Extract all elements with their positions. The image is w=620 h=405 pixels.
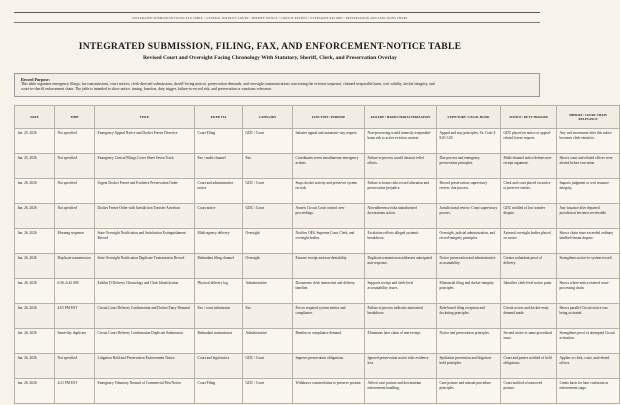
- cell-time: Not specified: [55, 129, 95, 154]
- column-header-category: CATEGORY: [243, 106, 293, 129]
- column-header-time: TIME: [55, 106, 95, 129]
- cell-filed-via: Redundant filing channel: [195, 254, 243, 279]
- cell-category: GDC / Court: [243, 354, 293, 379]
- column-header-function: FUNCTION / PURPOSE: [293, 106, 365, 129]
- table-row: [15, 179, 620, 204]
- cell-notice-trigger: Clerk and court placed on notice to preserve entries.: [501, 179, 557, 204]
- column-header-legal-hook: STATUTORY / LEGAL HOOK: [437, 106, 501, 129]
- column-header-notice-trigger: NOTICE / DUTY TRIGGER: [501, 106, 557, 129]
- cell-date: Jan. 26, 2026: [15, 179, 55, 204]
- cell-category: GDC / Court: [243, 129, 293, 154]
- cell-notice-trigger: Circuit access and docket-entry demand made.: [501, 304, 557, 329]
- cell-failure: Escalation reflects alleged systemic breakdown.: [365, 229, 437, 254]
- cell-title: Litigation Hold and Preservation Enforcement Notice: [95, 354, 195, 379]
- cell-notice-trigger: GDC placed on notice of appeal-related freeze request.: [501, 129, 557, 154]
- table-row: [15, 254, 620, 279]
- cell-time: 4:21 PM EST: [55, 379, 95, 404]
- cell-time: Not specified: [55, 354, 95, 379]
- cell-category: Oversight: [243, 254, 293, 279]
- cell-time: 6:36–6:42 AM: [55, 279, 95, 304]
- cell-filed-via: Court Filing: [195, 379, 243, 404]
- cell-chain-relevance: Any writ movement after this notice becomes clerk-sensitive.: [557, 129, 620, 154]
- document-subtitle: Revised Court and Oversight Facing Chronology With Statutory, Sheriff, Clerk, and Preservation Overlay: [143, 55, 397, 61]
- cell-failure: Duplicate transmission addresses anticipated non-response.: [365, 254, 437, 279]
- cell-date: Jan. 26, 2026: [15, 354, 55, 379]
- table-row: [15, 129, 620, 154]
- cell-legal-hook: Notice and preservation principles.: [437, 329, 501, 354]
- cell-notice-trigger: Second notice to same procedural issue.: [501, 329, 557, 354]
- cell-title: State Oversight Notification Duplicate Transmission Record: [95, 254, 195, 279]
- cell-date: Jan. 25, 2026: [15, 129, 55, 154]
- cell-date: Jan. 26, 2026: [15, 254, 55, 279]
- cell-category: Fax: [243, 304, 293, 329]
- cell-filed-via: Fax / multi-channel: [195, 154, 243, 179]
- cell-time: Same-day duplicate: [55, 329, 95, 354]
- cell-title: Emergency Critical Filings Cover Sheet Seven Track: [95, 154, 195, 179]
- table-row: [15, 154, 620, 179]
- chronology-table: [14, 105, 620, 404]
- cell-title: Urgent Docket Freeze and Evidence Preservation Order: [95, 179, 195, 204]
- record-purpose-box: [14, 73, 540, 97]
- cell-notice-trigger: Creates redundant proof of delivery.: [501, 254, 557, 279]
- cell-date: Jan. 26, 2026: [15, 229, 55, 254]
- cell-failure: Eliminates later claim of non-receipt.: [365, 329, 437, 354]
- chronology-table-wrap: [14, 105, 615, 404]
- cell-filed-via: Physical delivery log: [195, 279, 243, 304]
- table-body: [15, 129, 620, 404]
- column-header-chain-relevance: SHERIFF / COURT CHAIN RELEVANCE: [557, 106, 620, 129]
- cell-category: GDC / Court: [243, 204, 293, 229]
- cell-function: Stops docket activity and preserves system records.: [293, 179, 365, 204]
- cell-time: Morning sequence: [55, 229, 95, 254]
- cell-notice-trigger: Court notified of narrowed posture.: [501, 379, 557, 404]
- cell-notice-trigger: Multi-channel notice defeats non-receipt argument.: [501, 154, 557, 179]
- table-row: [15, 304, 620, 329]
- table-row: [15, 379, 620, 404]
- cell-legal-hook: Due process and emergency preservation principles.: [437, 154, 501, 179]
- cell-time: Duplicate transmission: [55, 254, 95, 279]
- record-purpose-label: Record Purpose:: [21, 77, 50, 82]
- document-title: INTEGRATED SUBMISSION, FILING, FAX, AND ENFORCEMENT-NOTICE TABLE: [78, 41, 462, 52]
- cell-chain-relevance: Limits basis for later confusion at enforcement stage.: [557, 379, 620, 404]
- cell-notice-trigger: GDC notified of low transfer dispute.: [501, 204, 557, 229]
- table-row: [15, 329, 620, 354]
- cell-filed-via: Multi-agency delivery: [195, 229, 243, 254]
- cell-chain-relevance: Any issuance after departed jurisdiction becomes reviewable.: [557, 204, 620, 229]
- record-purpose-line-1: This table organizes emergency filings, fax transmissions, court notices, clerk-directed submissions, sheriff-facing notices, preservation demands, and oversight communications concerning the eviction sequence, claimed irreparable harm, writ validity, docket integrity, and: [21, 82, 435, 86]
- record-purpose-line-2: court-to-sheriff enforcement chain. The table is intended to show notice, timing, function, duty trigger, failure-to-record risk, and preservation or sanctions relevance.: [21, 87, 273, 91]
- table-header-row: [15, 106, 620, 129]
- cell-category: Fax: [243, 154, 293, 179]
- cell-chain-relevance: Shows where notice entered court-processing chain.: [557, 279, 620, 304]
- cell-filed-via: Court notice: [195, 204, 243, 229]
- table-row: [15, 229, 620, 254]
- cell-date: Jan. 25, 2026: [15, 154, 55, 179]
- cell-chain-relevance: Strengthens proof of attempted Circuit activation.: [557, 329, 620, 354]
- cell-function: Imposes preservation obligations.: [293, 354, 365, 379]
- cell-category: GDC / Court: [243, 379, 293, 404]
- cell-filed-via: Fax / court submission: [195, 304, 243, 329]
- cell-filed-via: Court Filing: [195, 129, 243, 154]
- cell-failure: Supports receipt and clerk-level accountability issues.: [365, 279, 437, 304]
- cell-legal-hook: Rule-based filing reception and docketing principles.: [437, 304, 501, 329]
- cell-notice-trigger: Identifies clerk-level notice point.: [501, 279, 557, 304]
- column-header-filed-via: FILED VIA: [195, 106, 243, 129]
- cell-notice-trigger: External oversight bodies placed on notice.: [501, 229, 557, 254]
- cell-failure: Failure to process indicates ministerial breakdown.: [365, 304, 437, 329]
- cell-failure: Affects case posture and downstream enforcement handling.: [365, 379, 437, 404]
- cell-failure: Failure to honor risks record alteration and preservation prejudice.: [365, 179, 437, 204]
- column-header-title: TITLE: [95, 106, 195, 129]
- cell-time: Not specified: [55, 179, 95, 204]
- cell-legal-hook: Notice preservation and administrative accountability.: [437, 254, 501, 279]
- cell-category: Administrative: [243, 329, 293, 354]
- cell-failure: Ignored preservation notice risks evidence loss.: [365, 354, 437, 379]
- cell-legal-hook: Ministerial filing and docket-integrity principles.: [437, 279, 501, 304]
- cell-filed-via: Redundant transmission: [195, 329, 243, 354]
- cell-function: Documents clerk interaction and delivery timeline.: [293, 279, 365, 304]
- cell-legal-hook: Appeal and stay principles; Va. Code § 8.01-129.: [437, 129, 501, 154]
- cell-date: Jan. 26, 2026: [15, 279, 55, 304]
- cell-time: Not specified: [55, 154, 95, 179]
- table-row: [15, 204, 620, 229]
- cell-chain-relevance: Impacts judgment or writ issuance integrity.: [557, 179, 620, 204]
- cell-function: Forces required system entries and compliance.: [293, 304, 365, 329]
- cell-function: Asserts Circuit Court control over proceedings.: [293, 204, 365, 229]
- cell-chain-relevance: Applies to clerk, court, and related offices.: [557, 354, 620, 379]
- cell-failure: Failure to process would obstruct relief efforts.: [365, 154, 437, 179]
- cell-filed-via: Court and legal notice: [195, 354, 243, 379]
- cell-failure: Non-processing would intensify irreparable-harm risk to active eviction context.: [365, 129, 437, 154]
- header-ticker: INTEGRATED SUBMISSION FILING FAX TABLE • GENERAL DISTRICT COURT • SHERIFF NOTICE • CIRCUIT REVIEW • OVERSIGHT RECORD • PRESERVATION AND SANCTIONS CHART: [132, 16, 408, 20]
- cell-title: Emergency Voluntary Nonsuit of Commercial Plea Notice: [95, 379, 195, 404]
- cell-title: Emergency Appeal Notice and Docket Freeze Directive: [95, 129, 195, 154]
- cell-chain-relevance: Shows chain issue exceeded ordinary landlord-tenant dispute.: [557, 229, 620, 254]
- top-rule: [14, 12, 540, 13]
- cell-date: Jan. 26, 2026: [15, 379, 55, 404]
- cell-title: Exhibit D Delivery Chronology and Clerk Identification: [95, 279, 195, 304]
- cell-function: Withdraws counterclaims to preserve posture.: [293, 379, 365, 404]
- ticker-rule: [14, 22, 540, 23]
- cell-category: Oversight: [243, 229, 293, 254]
- cell-date: Jan. 26, 2026: [15, 204, 55, 229]
- cell-chain-relevance: Shows parallel Circuit notice was being activated.: [557, 304, 620, 329]
- cell-function: Ensures receipt and non-deniability.: [293, 254, 365, 279]
- cell-notice-trigger: Court and parties notified of hold obligations.: [501, 354, 557, 379]
- cell-legal-hook: Oversight, judicial administration, and record-integrity principles.: [437, 229, 501, 254]
- cell-legal-hook: Case posture and nonsuit procedure principles.: [437, 379, 501, 404]
- cell-time: Not specified: [55, 204, 95, 229]
- cell-category: Administrative: [243, 279, 293, 304]
- table-header: [15, 106, 620, 129]
- column-header-failure: FAILURE / HARM CHARACTERIZATION: [365, 106, 437, 129]
- cell-function: Reinforces compliance demand.: [293, 329, 365, 354]
- table-row: [15, 354, 620, 379]
- cell-date: Jan. 26, 2026: [15, 329, 55, 354]
- cell-legal-hook: Record preservation; supervisory review; due process.: [437, 179, 501, 204]
- cell-category: GDC / Court: [243, 179, 293, 204]
- cell-date: Jan. 26, 2026: [15, 304, 55, 329]
- cell-title: State Oversight Notification and Satisfaction Extinguishment Record: [95, 229, 195, 254]
- cell-title: Circuit Court Delivery Confirmation and Docket Entry Demand: [95, 304, 195, 329]
- cell-title: Docket Freeze Order with Jurisdiction Transfer Assertion: [95, 204, 195, 229]
- cell-filed-via: Court and administrative notice: [195, 179, 243, 204]
- cell-time: 4:01 PM EST: [55, 304, 95, 329]
- cell-function: Coordinates seven simultaneous emergency actions.: [293, 154, 365, 179]
- cell-function: Notifies OES, Supreme Court Clerk, and oversight bodies.: [293, 229, 365, 254]
- cell-chain-relevance: Strengthens notice-to-system record.: [557, 254, 620, 279]
- cell-legal-hook: Spoliation prevention and litigation-hold principles.: [437, 354, 501, 379]
- cell-chain-relevance: Shows court and related offices were alerted before execution.: [557, 154, 620, 179]
- column-header-date: DATE: [15, 106, 55, 129]
- cell-legal-hook: Jurisdictional review; Court supervisory powers.: [437, 204, 501, 229]
- cell-function: Initiates appeal and automatic stay request.: [293, 129, 365, 154]
- cell-title: Circuit Court Delivery Confirmation Duplicate Submission: [95, 329, 195, 354]
- cell-failure: Non-adherence risks unauthorized downstream action.: [365, 204, 437, 229]
- table-row: [15, 279, 620, 304]
